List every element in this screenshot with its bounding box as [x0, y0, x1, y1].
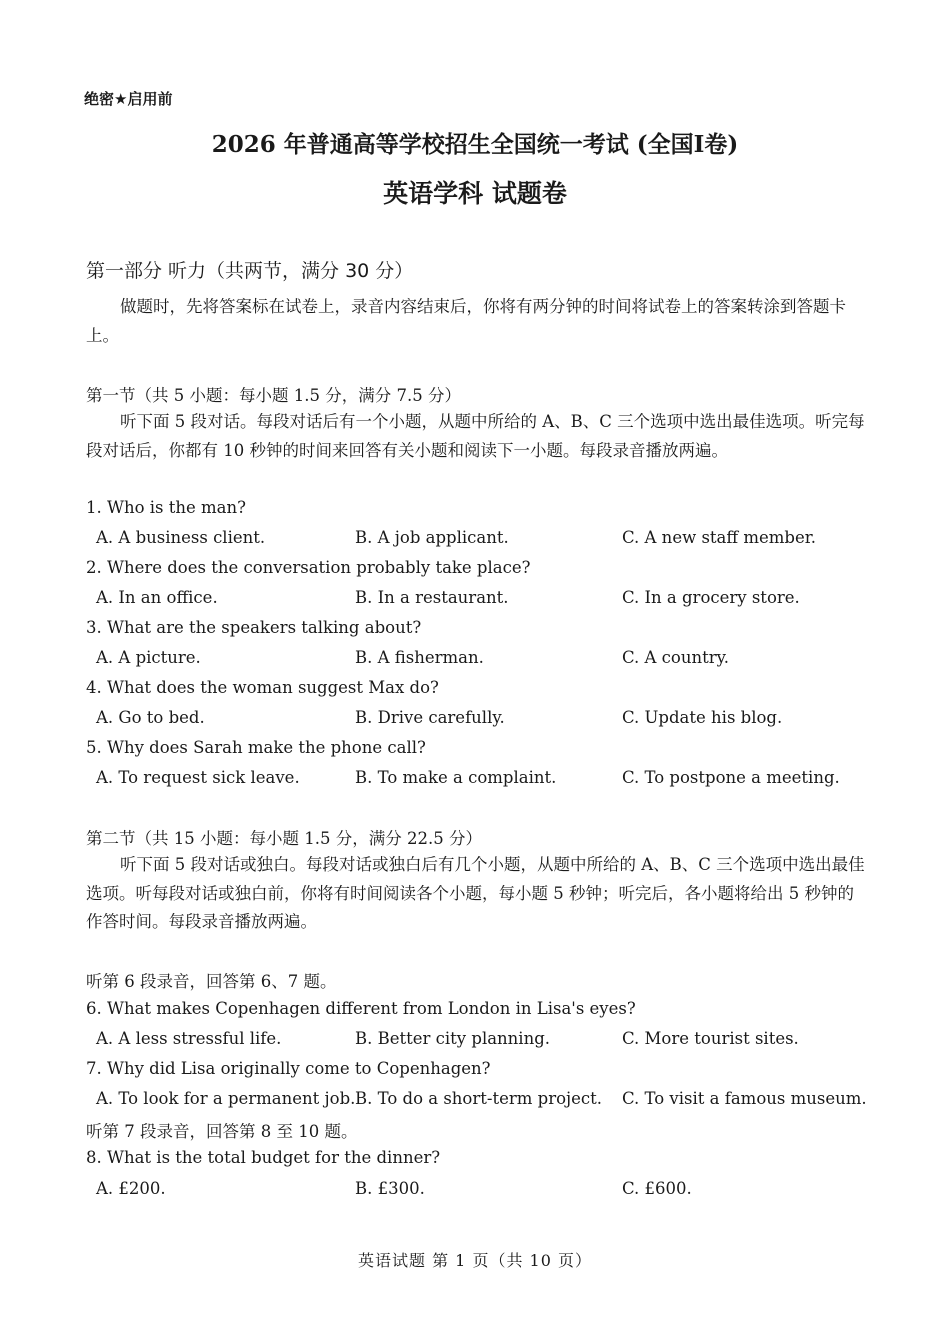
q5-option-c: C. To postpone a meeting. [622, 768, 840, 787]
section1-heading: 第一节（共 5 小题：每小题 1.5 分，满分 7.5 分） [86, 386, 461, 405]
q7-option-b: B. To do a short-term project. [355, 1089, 603, 1108]
question-8: 8. What is the total budget for the dinner? [86, 1148, 441, 1167]
q2-option-a: A. In an office. [96, 588, 218, 607]
q4-option-c: C. Update his blog. [622, 708, 783, 727]
q6-option-a: A. A less stressful life. [96, 1029, 282, 1048]
q6-option-c: C. More tourist sites. [622, 1029, 799, 1048]
q8-option-b: B. £300. [355, 1179, 425, 1198]
q7-option-c: C. To visit a famous museum. [622, 1089, 867, 1108]
confidential-label: 绝密★启用前 [84, 90, 173, 108]
section2-heading: 第二节（共 15 小题：每小题 1.5 分，满分 22.5 分） [86, 829, 482, 848]
question-4: 4. What does the woman suggest Max do? [86, 678, 439, 697]
q4-option-b: B. Drive carefully. [355, 708, 505, 727]
q8-option-a: A. £200. [96, 1179, 166, 1198]
q1-option-b: B. A job applicant. [355, 528, 509, 547]
question-7: 7. Why did Lisa originally come to Copenhagen? [86, 1059, 491, 1078]
q7-option-a: A. To look for a permanent job. [96, 1089, 356, 1108]
question-6: 6. What makes Copenhagen different from London in Lisa's eyes? [86, 999, 636, 1018]
q3-option-b: B. A fisherman. [355, 648, 484, 667]
q6-option-b: B. Better city planning. [355, 1029, 551, 1048]
exam-title: 2026 年普通高等学校招生全国统一考试 (全国I卷) [211, 131, 739, 158]
q8-option-c: C. £600. [622, 1179, 692, 1198]
q2-option-c: C. In a grocery store. [622, 588, 800, 607]
exam-subtitle: 英语学科 试题卷 [383, 179, 567, 208]
passage-6-label: 听第 6 段录音，回答第 6、7 题。 [86, 972, 337, 991]
q5-option-a: A. To request sick leave. [96, 768, 300, 787]
question-1: 1. Who is the man? [86, 498, 246, 517]
question-2: 2. Where does the conversation probably take place? [86, 558, 531, 577]
question-3: 3. What are the speakers talking about? [86, 618, 422, 637]
q5-option-b: B. To make a complaint. [355, 768, 557, 787]
q3-option-a: A. A picture. [96, 648, 201, 667]
part1-heading: 第一部分 听力（共两节，满分 30 分） [86, 260, 414, 282]
q1-option-c: C. A new staff member. [622, 528, 817, 547]
q2-option-b: B. In a restaurant. [355, 588, 509, 607]
q1-option-a: A. A business client. [96, 528, 266, 547]
q4-option-a: A. Go to bed. [96, 708, 205, 727]
part1-instruction: 做题时，先将答案标在试卷上，录音内容结束后，你将有两分钟的时间将试卷上的答案转涂到答题卡上。 [86, 297, 846, 345]
section2-instruction: 听下面 5 段对话或独白。每段对话或独白后有几个小题，从题中所给的 A、B、C 三个选项中选出最佳选项。听每段对话或独白前，你将有时间阅读各个小题，每小题 5 秒钟；听完后，各小题将给出 5 秒钟的作答时间。每段录音播放两遍。 [86, 855, 865, 931]
page-footer: 英语试题 第 1 页（共 10 页） [358, 1251, 592, 1270]
passage-7-label: 听第 7 段录音，回答第 8 至 10 题。 [86, 1122, 358, 1141]
question-5: 5. Why does Sarah make the phone call? [86, 738, 426, 757]
q3-option-c: C. A country. [622, 648, 730, 667]
section1-instruction: 听下面 5 段对话。每段对话后有一个小题，从题中所给的 A、B、C 三个选项中选出最佳选项。听完每段对话后，你都有 10 秒钟的时间来回答有关小题和阅读下一小题。每段录音播放两遍。 [86, 412, 865, 460]
